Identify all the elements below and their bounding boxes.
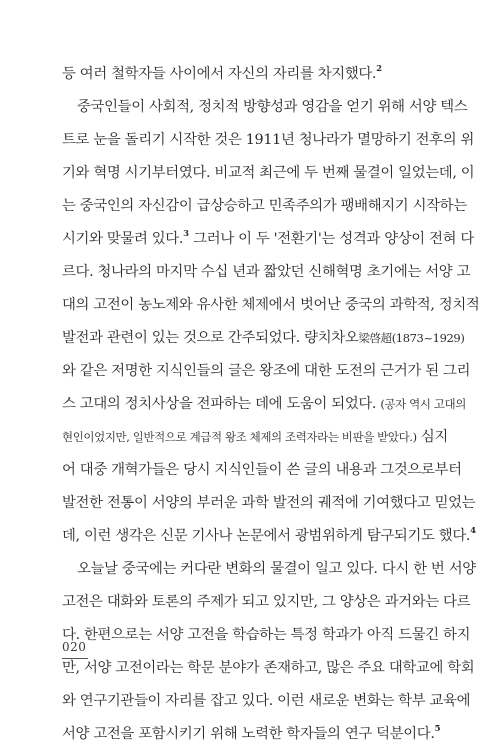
paragraph-2-line-12: 어 대중 개혁가들은 당시 지식인들이 쓴 글의 내용과 그것으로부터 xyxy=(62,462,462,478)
paragraph-3-line-3: 다. 한편으로는 서양 고전을 학습하는 특정 학과가 아직 드물긴 하지 xyxy=(62,627,471,643)
body-text xyxy=(62,58,480,751)
hanja-and-dates: 梁啓超(1873~1929) xyxy=(358,331,465,345)
paragraph-2-line-2: 트로 눈을 돌리기 시작한 것은 1911년 청나라가 멸망하기 전후의 위 xyxy=(62,132,475,148)
page-number-rule xyxy=(62,658,88,659)
footnote-marker-4: 4 xyxy=(470,526,477,536)
paragraph-3-line-6-text: 서양 고전을 포함시키기 위해 노력한 학자들의 연구 덕분이다. xyxy=(62,726,435,742)
paragraph-2-line-14-text: 데, 이런 생각은 신문 기사나 논문에서 광범위하게 탐구되기도 했다. xyxy=(62,528,471,544)
paragraph-3-line-2: 고전은 대화와 토론의 주제가 되고 있지만, 그 양상은 과거와는 다르 xyxy=(62,594,471,610)
paragraph-2-line-8 xyxy=(62,322,465,355)
paragraph-2-line-7: 대의 고전이 농노제와 유사한 체제에서 벗어난 중국의 과학적, 정치적 xyxy=(62,297,480,313)
page-number: 020 xyxy=(62,640,87,654)
paragraph-3-line-5: 와 연구기관들이 자리를 잡고 있다. 이런 새로운 변화는 학부 교육에 xyxy=(62,693,471,709)
paragraph-2-line-6: 르다. 청나라의 마지막 수십 년과 짧았던 신해혁명 초기에는 서양 고 xyxy=(62,264,471,280)
paragraph-2-line-9: 와 같은 저명한 지식인들의 글은 왕조에 대한 도전의 근거가 된 그리 xyxy=(62,363,471,379)
footnote-marker-5: 5 xyxy=(434,724,441,734)
parenthetical-note-start: (공자 역시 고대의 xyxy=(380,397,466,411)
footnote-marker-3: 3 xyxy=(183,229,190,239)
paragraph-2-line-11-end: 심지 xyxy=(416,429,448,445)
paragraph-2-line-3: 기와 혁명 시기부터였다. 비교적 최근에 두 번째 물결이 일었는데, 이 xyxy=(62,165,475,181)
paragraph-2-line-8-start: 발전과 관련이 있는 것으로 간주되었다. 량치차오 xyxy=(62,330,359,346)
paragraph-2-line-14 xyxy=(62,520,477,553)
paragraph-2-line-5-start: 시기와 맞물려 있다. xyxy=(62,231,184,247)
paragraph-2-line-10-start: 스 고대의 정치사상을 전파하는 데에 도움이 되었다. xyxy=(62,396,381,412)
paragraph-2-line-10 xyxy=(62,388,466,421)
paragraph-2-line-13: 발전한 전통이 서양의 부러운 과학 발전의 궤적에 기여했다고 믿었는 xyxy=(62,495,476,511)
paragraph-1-line-1-text: 등 여러 철학자들 사이에서 자신의 자리를 차지했다. xyxy=(62,66,377,82)
paragraph-2-line-1: 중국인들이 사회적, 정치적 방향성과 영감을 얻기 위해 서양 텍스 xyxy=(77,99,468,115)
paragraph-2-line-5 xyxy=(62,223,474,256)
paragraph-1-line-1 xyxy=(62,58,440,91)
paragraph-2-line-11 xyxy=(62,421,448,454)
paragraph-2-line-5-end: 그러나 이 두 '전환기'는 성격과 양상이 전혀 다 xyxy=(189,231,474,247)
parenthetical-note-end: 현인이었지만, 일반적으로 계급적 왕조 체제의 조력자라는 비판을 받았다.) xyxy=(62,430,417,444)
paragraph-3-line-1: 오늘날 중국에는 커다란 변화의 물결이 일고 있다. 다시 한 번 서양 xyxy=(77,561,476,577)
paragraph-2-line-4: 는 중국인의 자신감이 급상승하고 민족주의가 팽배해지기 시작하는 xyxy=(62,198,467,214)
footnote-marker-2: 2 xyxy=(376,64,383,74)
paragraph-3-line-4: 만, 서양 고전이라는 학문 분야가 존재하고, 많은 주요 대학교에 학회 xyxy=(62,660,475,676)
paragraph-3-line-6 xyxy=(62,718,440,751)
